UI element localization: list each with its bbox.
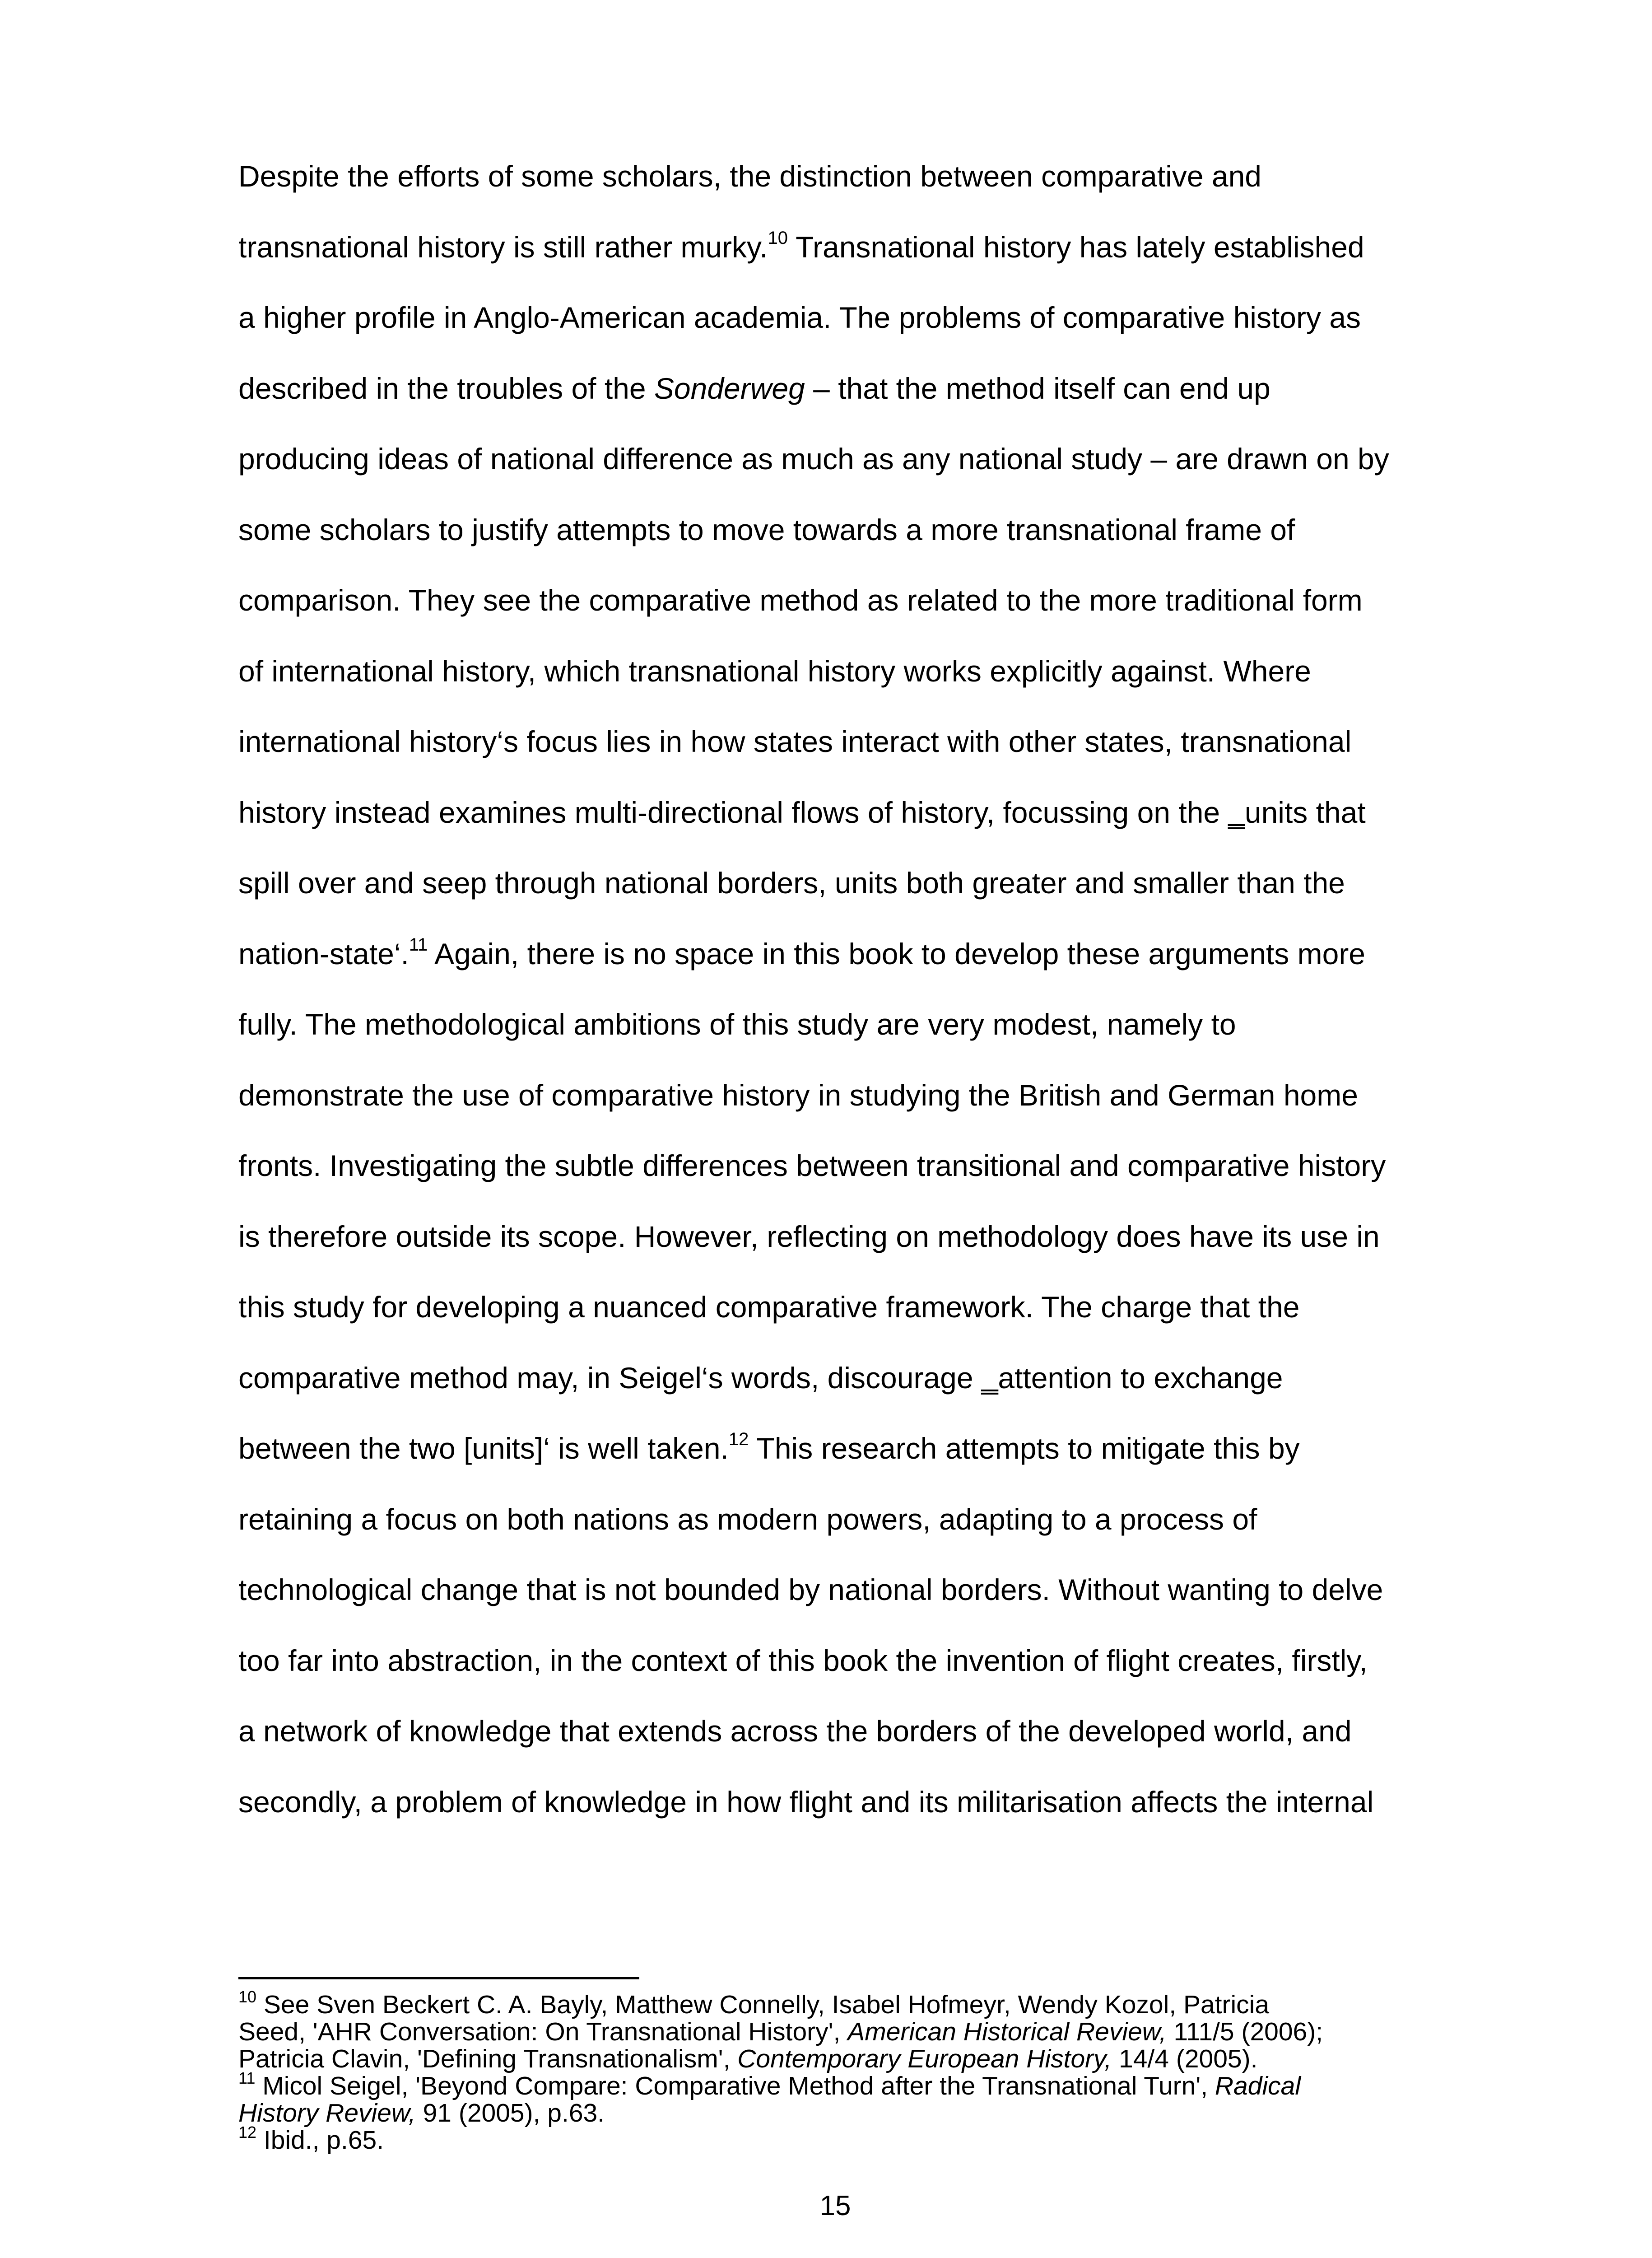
text-run: some scholars to justify attempts to move towards a more transnational frame of bbox=[238, 513, 1295, 546]
text-run: comparative method may, in Seigel‘s words, discourage ‗attention to exchange bbox=[238, 1361, 1283, 1395]
text-run: – that the method itself can end up bbox=[805, 371, 1270, 405]
text-run: technological change that is not bounded by national borders. Without wanting to delve bbox=[238, 1573, 1383, 1606]
body-line bbox=[238, 865, 1345, 901]
text-run: 111/5 (2006); bbox=[1166, 2017, 1323, 2046]
text-run: this study for developing a nuanced comparative framework. The charge that the bbox=[238, 1290, 1300, 1324]
text-run: between the two [units]‘ is well taken. bbox=[238, 1432, 729, 1465]
text-run: Micol Seigel, 'Beyond Compare: Comparative Method after the Transnational Turn', bbox=[255, 2071, 1215, 2100]
text-run: producing ideas of national difference as much as any national study – are drawn on by bbox=[238, 442, 1389, 476]
footnote-reference: 11 bbox=[238, 2069, 256, 2087]
text-run: a higher profile in Anglo-American academia. The problems of comparative history as bbox=[238, 301, 1361, 334]
body-line bbox=[238, 1148, 1386, 1184]
body-line bbox=[238, 936, 1365, 976]
body-line bbox=[238, 1501, 1257, 1537]
text-run: 91 (2005), p.63. bbox=[415, 2099, 605, 2127]
body-line bbox=[238, 1218, 1380, 1255]
body-line bbox=[238, 794, 1366, 830]
italic-text: Sonderweg bbox=[654, 371, 805, 405]
text-run: of international history, which transnational history works explicitly against. Where bbox=[238, 654, 1311, 688]
body-line bbox=[238, 1784, 1373, 1820]
footnote-reference: 12 bbox=[728, 1429, 749, 1449]
footnote-reference: 12 bbox=[238, 2123, 257, 2141]
text-run: fronts. Investigating the subtle differences between transitional and comparative history bbox=[238, 1149, 1386, 1182]
text-run: is therefore outside its scope. However, reflecting on methodology does have its use in bbox=[238, 1219, 1380, 1253]
body-line bbox=[238, 582, 1363, 618]
italic-text: Radical bbox=[1215, 2071, 1301, 2100]
italic-text: American Historical Review, bbox=[847, 2017, 1167, 2046]
text-run: described in the troubles of the bbox=[238, 371, 654, 405]
body-line bbox=[238, 1430, 1300, 1471]
body-line bbox=[238, 158, 1261, 194]
text-run: transnational history is still rather murky. bbox=[238, 230, 768, 264]
body-line bbox=[238, 229, 1364, 270]
text-run: Despite the efforts of some scholars, the distinction between comparative and bbox=[238, 159, 1262, 193]
body-line bbox=[238, 1077, 1358, 1113]
footnote-reference: 11 bbox=[409, 934, 428, 955]
body-line bbox=[238, 653, 1311, 689]
text-run: retaining a focus on both nations as modern powers, adapting to a process of bbox=[238, 1502, 1257, 1536]
text-run: fully. The methodological ambitions of this study are very modest, namely to bbox=[238, 1008, 1236, 1041]
text-run: Seed, 'AHR Conversation: On Transnational History', bbox=[238, 2017, 848, 2046]
footnote-line bbox=[238, 2123, 384, 2157]
body-line bbox=[238, 441, 1389, 477]
body-line bbox=[238, 299, 1361, 336]
text-run: spill over and seep through national borders, units both greater and smaller than the bbox=[238, 866, 1345, 900]
body-line bbox=[238, 1642, 1368, 1679]
body-line bbox=[238, 370, 1270, 406]
text-run: 14/4 (2005). bbox=[1112, 2044, 1258, 2073]
body-line bbox=[238, 1360, 1283, 1396]
text-run: nation-state‘. bbox=[238, 937, 409, 970]
footnote-reference: 10 bbox=[238, 1987, 257, 2006]
footnote-reference: 10 bbox=[768, 228, 788, 248]
text-run: Transnational history has lately established bbox=[788, 230, 1364, 264]
footnote-separator bbox=[238, 1977, 639, 1979]
body-line bbox=[238, 1572, 1383, 1608]
text-run: history instead examines multi-directional flows of history, focussing on the ‗units that bbox=[238, 795, 1366, 829]
text-run: secondly, a problem of knowledge in how flight and its militarisation affects the internal bbox=[238, 1785, 1374, 1819]
text-run: Patricia Clavin, 'Defining Transnationalism', bbox=[238, 2044, 738, 2073]
footnote-line bbox=[238, 2045, 1257, 2073]
footnote-line bbox=[238, 2018, 1323, 2046]
body-line bbox=[238, 1289, 1299, 1325]
body-line bbox=[238, 512, 1295, 548]
italic-text: Contemporary European History, bbox=[737, 2044, 1112, 2073]
text-run: too far into abstraction, in the context of this book the invention of flight creates, firstly, bbox=[238, 1643, 1368, 1677]
text-run: comparison. They see the comparative method as related to the more traditional form bbox=[238, 583, 1363, 617]
text-run: Ibid., p.65. bbox=[256, 2126, 384, 2155]
body-line bbox=[238, 1713, 1352, 1749]
page-number: 15 bbox=[819, 2190, 851, 2221]
footnote-line bbox=[238, 2099, 605, 2127]
body-line bbox=[238, 723, 1351, 760]
text-run: demonstrate the use of comparative history in studying the British and German home bbox=[238, 1078, 1358, 1112]
text-run: a network of knowledge that extends across the borders of the developed world, and bbox=[238, 1714, 1352, 1748]
body-line bbox=[238, 1006, 1236, 1042]
text-run: See Sven Beckert C. A. Bayly, Matthew Connelly, Isabel Hofmeyr, Wendy Kozol, Patricia bbox=[256, 1990, 1270, 2019]
text-run: Again, there is no space in this book to develop these arguments more bbox=[428, 937, 1366, 970]
italic-text: History Review, bbox=[238, 2099, 416, 2127]
text-run: This research attempts to mitigate this by bbox=[749, 1432, 1300, 1465]
text-run: international history‘s focus lies in how states interact with other states, transnational bbox=[238, 725, 1352, 758]
